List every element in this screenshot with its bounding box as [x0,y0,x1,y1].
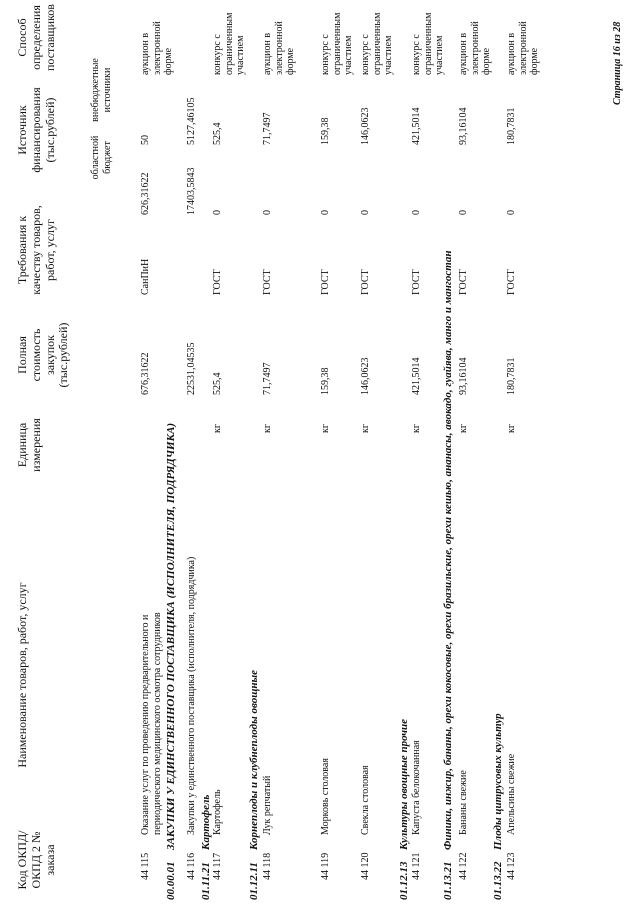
row-requirements: СанПиН [140,258,151,295]
row-extrabudget: 421,5014 [411,107,422,145]
header-code: Код ОКПД/ ОКПД 2 № заказа [15,830,57,890]
row-name: Свекла столовая [360,765,371,835]
row-name: Лук репчатый [262,775,273,835]
row-extrabudget: 71,7497 [262,112,273,145]
row-name: Оказание услуг по проведению предварительного и периодического медицинского осмотра сотрудников [140,612,163,835]
row-extrabudget: 159,38 [320,117,331,145]
row-extrabudget: 180,7831 [506,107,517,145]
header-method: Способ определения поставщиков [15,4,57,71]
row-extrabudget: 93,16104 [458,107,469,145]
row-total: 93,16104 [458,357,469,395]
row-requirements: ГОСТ [360,269,371,295]
section-code: 01.12.13 [398,861,410,900]
row-extrabudget: 50 [140,135,151,145]
row-number: 44 120 [360,852,371,880]
section-code: 01.11.21 [200,862,212,900]
row-regional: 0 [506,210,517,215]
row-method: конкурс с ограниченным участием [360,12,394,75]
row-number: 44 122 [458,852,469,880]
row-requirements: ГОСТ [262,269,273,295]
row-name: Картофель [212,789,223,835]
row-number: 44 121 [411,852,422,880]
row-method: конкурс с ограниченным участием [212,12,246,75]
row-unit: кг [458,424,469,433]
page-number: Страница 16 из 28 [612,21,623,105]
row-number: 44 117 [212,852,223,880]
section-code: 01.12.11 [248,862,260,900]
row-name: Бананы свежие [458,770,469,835]
row-regional: 0 [212,210,223,215]
row-unit: кг [506,424,517,433]
row-unit: кг [262,424,273,433]
row-requirements: ГОСТ [458,269,469,295]
header-extrabudget: внебюджетные источники [90,58,113,122]
row-name: Апельсины свежие [506,753,517,835]
row-method: конкурс с ограниченным участием [320,12,354,75]
row-requirements: ГОСТ [411,269,422,295]
row-method: аукцион в электронной форме [458,21,492,75]
row-method: аукцион в электронной форме [262,21,296,75]
row-number: 44 115 [140,852,151,880]
row-name: Капуста белокочанная [411,740,422,835]
row-total: 159,38 [320,367,331,395]
row-total: 22531,04535 [186,342,197,395]
row-extrabudget: 146,0623 [360,107,371,145]
row-regional: 0 [458,210,469,215]
header-source: Источник финансирования (тыс.рублей) [15,87,57,173]
section-title: Финики, инжир, бананы, орехи кокосовые, орехи бразильские, орехи кешью, ананасы, авокадо, гуайява, манго и мангостан [442,250,454,850]
row-unit: кг [360,424,371,433]
row-regional: 626,31622 [140,172,151,215]
row-number: 44 123 [506,852,517,880]
row-unit: кг [320,424,331,433]
section-title: Культуры овощные прочие [398,718,410,850]
row-total: 421,5014 [411,357,422,395]
row-requirements: ГОСТ [506,269,517,295]
section-code: 01.13.22 [492,861,504,900]
row-regional: 0 [262,210,273,215]
row-unit: кг [411,424,422,433]
header-total-cost: Полная стоимость закупок (тыс.рублей) [15,322,71,388]
header-unit: Единица измерения [15,418,43,472]
row-name: Морковь столовая [320,758,331,835]
row-method: аукцион в электронной форме [506,21,540,75]
row-extrabudget: 5127,46105 [186,97,197,145]
row-requirements: ГОСТ [320,269,331,295]
row-requirements: ГОСТ [212,269,223,295]
row-unit: кг [212,424,223,433]
row-total: 146,0623 [360,357,371,395]
row-extrabudget: 525,4 [212,122,223,145]
row-total: 180,7831 [506,357,517,395]
header-requirements: Требования к качеству товаров, работ, услуг [15,205,57,295]
header-name: Наименование товаров, работ, услуг [15,582,29,768]
row-total: 71,7497 [262,362,273,395]
row-name: Закупки у единственного поставщика (исполнителя, подрядчика) [186,556,197,835]
section-title: Плоды цитрусовых культур [492,713,504,850]
section-code: 00.00.01 [165,861,177,900]
row-regional: 0 [411,210,422,215]
row-method: конкурс с ограниченным участием [411,12,445,75]
row-regional: 17403,5843 [186,167,197,215]
section-title: ЗАКУПКИ У ЕДИНСТВЕННОГО ПОСТАВЩИКА (ИСПОЛНИТЕЛЯ, ПОДРЯДЧИКА) [165,422,177,850]
row-total: 676,31622 [140,352,151,395]
row-number: 44 118 [262,852,273,880]
row-number: 44 119 [320,852,331,880]
row-method: аукцион в электронной форме [140,21,174,75]
section-title: Картофель [200,794,212,850]
section-title: Корнеплоды и клубнеплоды овощные [248,669,260,850]
header-regional-budget: областной бюджет [90,135,113,180]
row-number: 44 116 [186,852,197,880]
row-total: 525,4 [212,372,223,395]
row-regional: 0 [320,210,331,215]
section-code: 01.13.21 [442,861,454,900]
row-regional: 0 [360,210,371,215]
